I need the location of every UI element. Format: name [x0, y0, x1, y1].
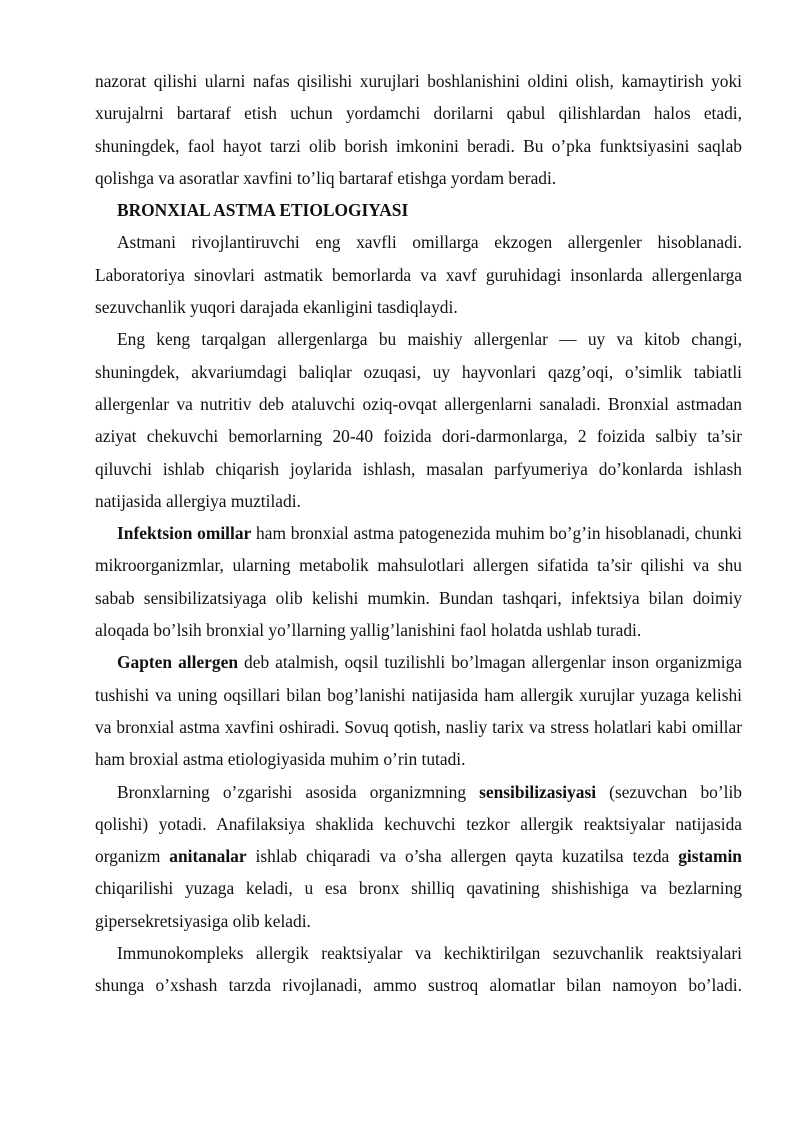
term-antibodies: anitanalar	[169, 846, 247, 867]
term-infectious-factors: Infektsion omillar	[117, 523, 252, 544]
paragraph-immunocomplex: Immunokompleks allergik reaktsiyalar va kechiktirilgan sezuvchanlik reaktsiyalari shunga o’xshash tarzda rivojlanadi, ammo sustroq alomatlar bilan namoyon bo’ladi.	[95, 943, 742, 996]
paragraph-common-allergens: Eng keng tarqalgan allergenlarga bu maishiy allergenlar — uy va kitob changi, shuningdek, akvariumdagi baliqlar ozuqasi, uy hayvonlari qazg’oqi, o’simlik tabiatli allergenlar va nutritiv deb ataluvchi oziq-ovqat allergenlarni sanaladi. Bronxial astmadan aziyat chekuvchi bemorlarning 20-40 foizida dori-darmonlarga, 2 foizida salbiy ta’sir qiluvchi ishlab chiqarish joylarida ishlash, masalan parfyumeriya do’konlarda ishlash natijasida allergiya muztiladi.	[95, 329, 742, 511]
paragraph-infectious-text: ham bronxial astma patogenezida muhim bo’g’in hisoblanadi, chunki mikroorganizmlar, ularning metabolik mahsulotlari allergen sifatida ta’sir qilishi va shu sabab sensibilizatsiyaga olib kelishi mumkin. Bundan tashqari, infektsiya bilan doimiy aloqada bo’lsih bronxial yo’llarning yallig’lanishini faol holatda ushlab turadi.	[95, 523, 742, 641]
section-heading: BRONXIAL ASTMA ETIOLOGIYASI	[117, 200, 409, 221]
term-sensitization: sensibilizasiyasi	[479, 781, 597, 802]
term-hapten-allergen: Gapten allergen	[117, 652, 238, 673]
paragraph-sensitization	[95, 776, 742, 937]
term-histamine: gistamin	[678, 846, 742, 867]
paragraph-allergens-risk: Astmani rivojlantiruvchi eng xavfli omillarga ekzogen allergenler hisoblanadi. Laboratoriya sinovlari astmatik bemorlarda va xavf guruhidagi insonlarda allergenlarga sezuvchanlik yuqori darajada ekanligini tasdiqlaydi.	[95, 232, 742, 318]
sensitization-text-c: ishlab chiqaradi va o’sha allergen qayta kuzatilsa tezda	[246, 846, 679, 867]
sensitization-text-d: chiqarilishi yuzaga keladi, u esa bronx shilliq qavatining shishishiga va bezlarning gipersekretsiyasiga olib keladi.	[95, 878, 742, 931]
paragraph-intro: nazorat qilishi ularni nafas qisilishi xurujlari boshlanishini oldini olish, kamaytirish yoki xurujalrni bartaraf etish uchun yordamchi dorilarni qabul qilishlardan halos etadi, shuningdek, faol hayot tarzi olib borish imkonini beradi. Bu o’pka funktsiyasini saqlab qolishga va asoratlar xavfini to’liq bartaraf etishga yordam beradi.	[95, 71, 742, 188]
sensitization-text-a: Bronxlarning o’zgarishi asosida organizmning	[117, 781, 480, 802]
paragraph-infectious-factors	[95, 517, 742, 646]
sensitization-text-b: (sezuvchan bo’lib qolishi) yotadi. Anafilaksiya shaklida kechuvchi tezkor allergik reaktsiyalar natijasida organizm	[95, 781, 743, 867]
paragraph-hapten-allergen	[95, 646, 742, 775]
paragraph-hapten-text: deb atalmish, oqsil tuzilishli bo’lmagan allergenlar inson organizmiga tushishi va uning oqsillari bilan bog’lanishi natijasida ham allergik xurujlar yuzaga kelishi va bronxial astma xavfini oshiradi. Sovuq qotish, nasliy tarix va stress holatlari kabi omillar ham broxial astma etiologiyasida muhim o’rin tutadi.	[95, 652, 742, 770]
